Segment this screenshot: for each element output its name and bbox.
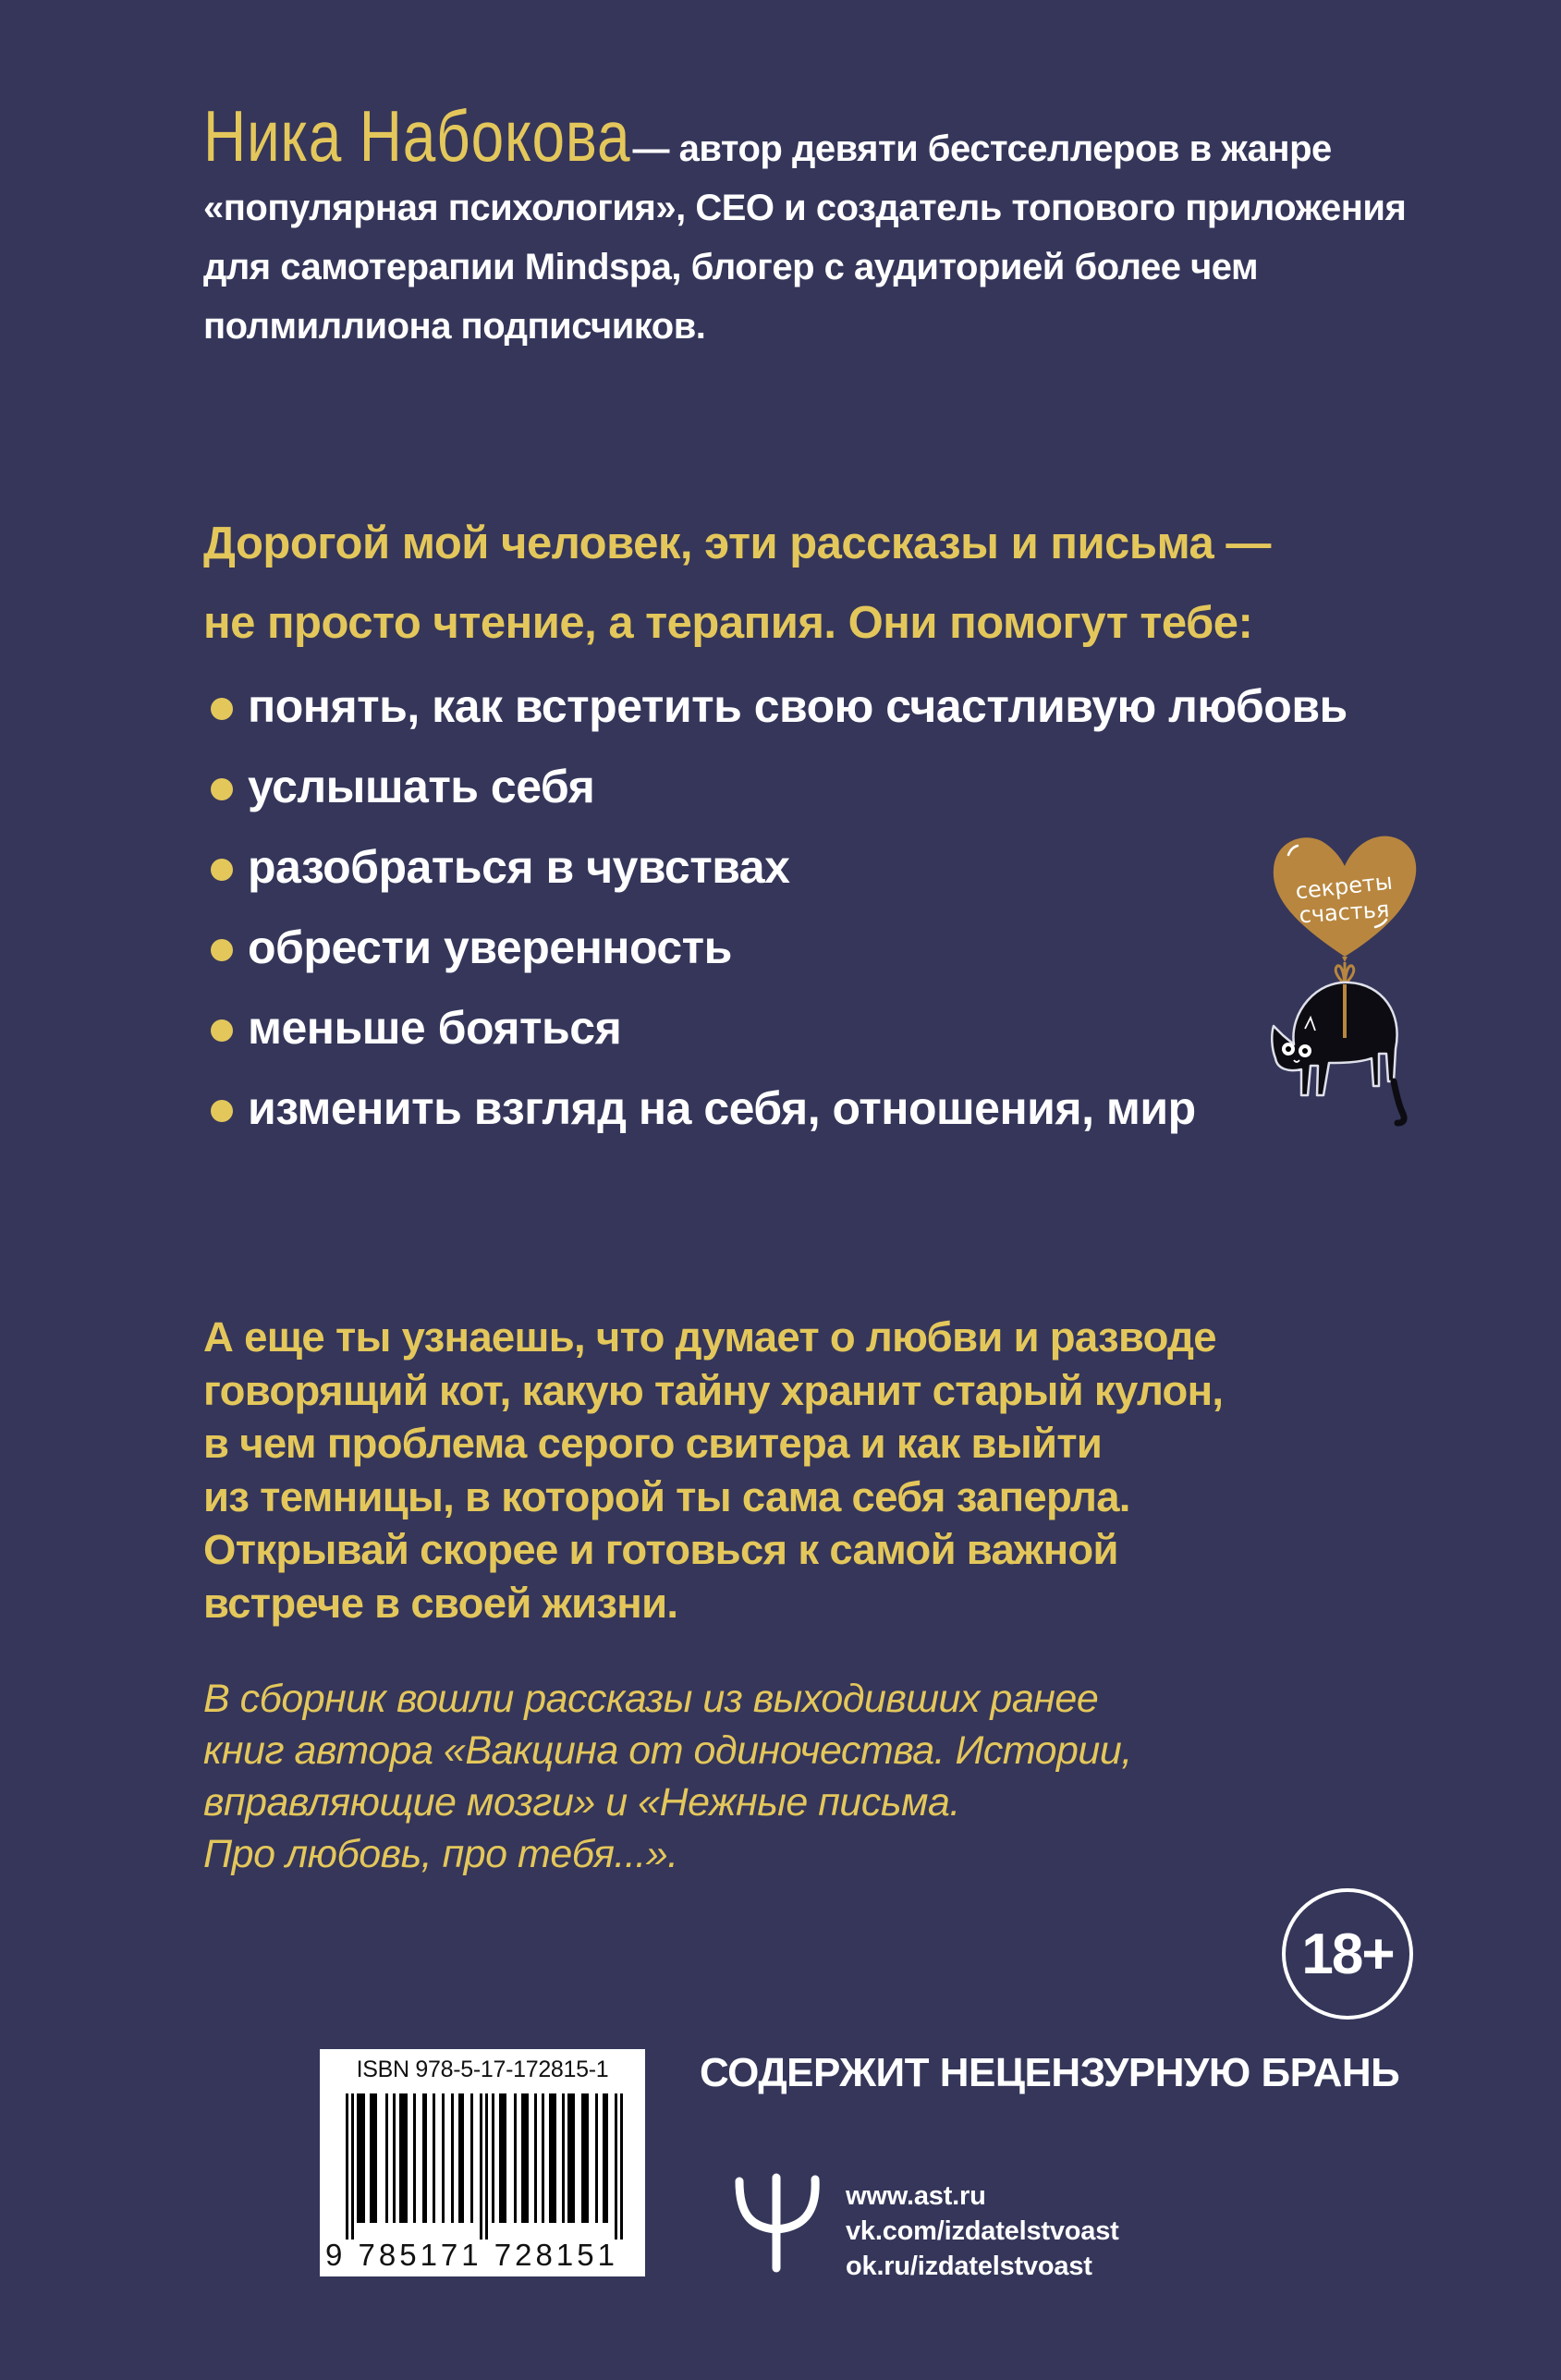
intro-line-1: Дорогой мой человек, эти рассказы и письма — (203, 519, 1271, 568)
bullet-dot-icon (211, 939, 233, 961)
list-item (211, 987, 1412, 1068)
list-item-text: разобраться в чувствах (248, 840, 790, 893)
list-item-text: понять, как встретить свою счастливую любовь (248, 679, 1348, 732)
teaser-line: встрече в своей жизни. (203, 1579, 678, 1627)
publisher-links (846, 2179, 1119, 2284)
collection-note (203, 1673, 1423, 1880)
isbn-barcode (320, 2049, 645, 2276)
link-vk[interactable]: vk.com/izdatelstvoast (846, 2216, 1119, 2246)
list-item-text: услышать себя (248, 760, 595, 812)
list-item (211, 665, 1412, 746)
link-ok[interactable]: ok.ru/izdatelstvoast (846, 2252, 1092, 2281)
intro-line-2: не просто чтение, а терапия. Они помогут тебе: (203, 598, 1253, 648)
author-bio (203, 95, 1479, 356)
note-line: В сборник вошли рассказы из выходивших ранее (203, 1677, 1099, 1721)
svg-text:счастья: счастья (1298, 896, 1391, 929)
bullet-dot-icon (211, 778, 233, 800)
intro-text (203, 504, 1405, 663)
heart-balloon-icon (1266, 827, 1423, 1132)
list-item-text: меньше бояться (248, 1001, 622, 1054)
svg-text:секреты: секреты (1294, 868, 1395, 905)
bullet-dot-icon (211, 1019, 233, 1042)
teaser-line: говорящий кот, какую тайну хранит старый кулон, (203, 1366, 1224, 1414)
teaser-paragraph (203, 1311, 1423, 1629)
list-item (211, 907, 1412, 987)
heart-balloon-cat-illustration (1266, 827, 1423, 1132)
list-item (211, 1068, 1412, 1148)
link-ast-website[interactable]: www.ast.ru (846, 2181, 986, 2211)
note-line: Про любовь, про тебя...». (203, 1832, 678, 1876)
list-item-text: обрести уверенность (248, 921, 732, 973)
barcode-digits: 9 785171 728151 (325, 2238, 618, 2272)
teaser-line: А еще ты узнаешь, что думает о любви и разводе (203, 1313, 1216, 1361)
list-item-text: изменить взгляд на себя, отношения, мир (248, 1081, 1196, 1134)
psi-icon (732, 2172, 824, 2274)
author-name: Ника Набокова (203, 95, 631, 177)
age-rating-badge: 18+ (1282, 1888, 1413, 2020)
bullet-dot-icon (211, 859, 233, 881)
teaser-line: из темницы, в которой ты сама себя заперла. (203, 1472, 1130, 1520)
benefits-list (211, 665, 1412, 1148)
teaser-line: в чем проблема серого свитера и как выйти (203, 1420, 1103, 1467)
barcode-bars-icon (346, 2093, 623, 2240)
teaser-line: Открывай скорее и готовься к самой важной (203, 1526, 1118, 1573)
note-line: книг автора «Вакцина от одиночества. Истории, (203, 1728, 1132, 1773)
profanity-warning: СОДЕРЖИТ НЕЦЕНЗУРНУЮ БРАНЬ (700, 2050, 1400, 2095)
list-item (211, 826, 1412, 907)
bullet-dot-icon (211, 1100, 233, 1122)
isbn-label: ISBN 978-5-17-172815-1 (356, 2057, 609, 2082)
bullet-dot-icon (211, 698, 233, 720)
note-line: вправляющие мозги» и «Нежные письма. (203, 1780, 960, 1825)
list-item (211, 746, 1412, 826)
author-bio-text: — автор девяти бестселлеров в жанре «популярная психология», CEO и создатель топового приложения для самотерапии Mindspa, блогер с аудиторией более чем полмиллиона подписчиков. (203, 128, 1407, 347)
